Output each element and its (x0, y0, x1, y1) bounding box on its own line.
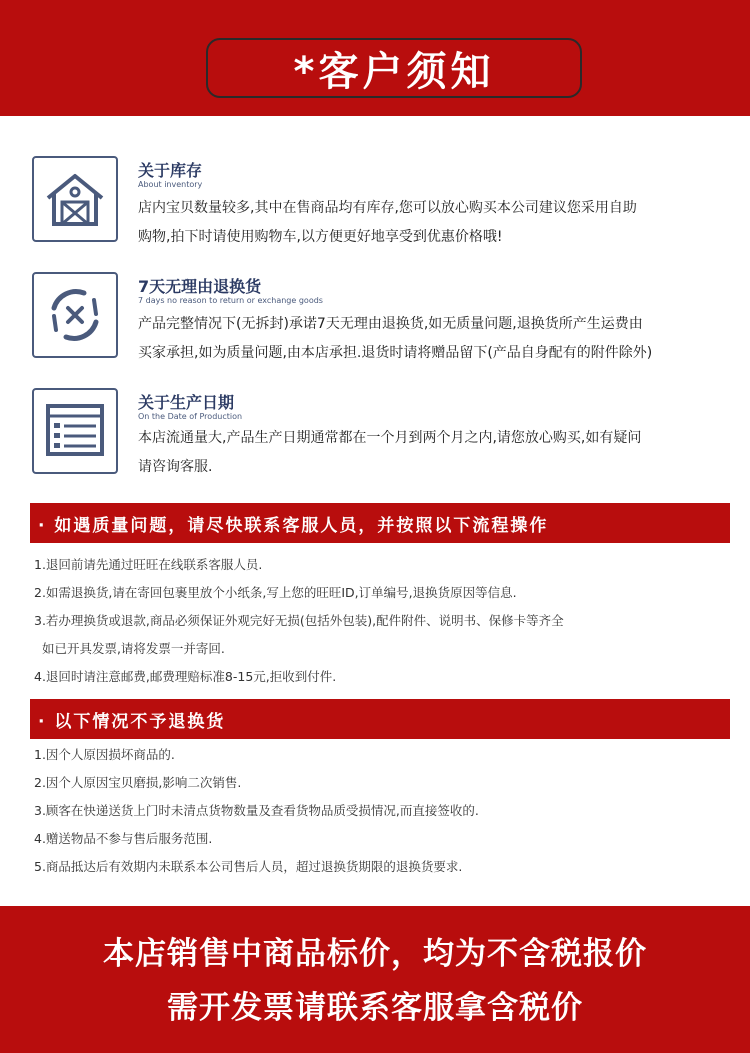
quality-heading: · 如遇质量问题，请尽快联系客服人员，并按照以下流程操作 (30, 503, 730, 543)
item-body-line: 产品完整情况下(无拆封)承诺7天无理由退换货,如无质量问题,退换货所产生运费由 (138, 316, 643, 332)
item-body-line: 购物,拍下时请使用购物车,以方便更好地享受到优惠价格哦! (138, 229, 503, 245)
item-body-line: 店内宝贝数量较多,其中在售商品均有库存,您可以放心购买本公司建议您采用自助 (138, 200, 637, 216)
footer-line-1: 本店销售中商品标价，均为不含税报价 (103, 936, 647, 972)
warehouse-icon (32, 156, 118, 242)
list-item: 2.如需退换货,请在寄回包裹里放个小纸条,写上您的旺旺ID,订单编号,退换货原因等信息. (34, 585, 517, 600)
item-body-line: 本店流通量大,产品生产日期通常都在一个月到两个月之内,请您放心购买,如有疑问 (138, 430, 642, 446)
item-body-line: 买家承担,如为质量问题,由本店承担.退货时请将赠品留下(产品自身配有的附件除外) (138, 345, 653, 361)
list-item: 1.退回前请先通过旺旺在线联系客服人员. (34, 557, 263, 572)
item-title: 7天无理由退换货 (138, 277, 262, 296)
item-subtitle: About inventory (138, 180, 203, 189)
list-item: 1.因个人原因损坏商品的. (34, 747, 175, 762)
return-cycle-icon (32, 272, 118, 358)
header-band (0, 0, 750, 116)
item-body (138, 310, 723, 368)
page-title: *客户须知 (293, 48, 495, 95)
item-subtitle: 7 days no reason to return or exchange goods (138, 296, 323, 305)
list-item: 4.赠送物品不参与售后服务范围. (34, 831, 213, 846)
list-item: 2.因个人原因宝贝磨损,影响二次销售. (34, 775, 242, 790)
document-list-icon (32, 388, 118, 474)
list-item: 如已开具发票,请将发票一并寄回. (34, 641, 225, 656)
page-title-box (206, 38, 582, 98)
quality-steps (34, 551, 734, 691)
item-body (138, 424, 723, 482)
no-return-items (34, 741, 734, 881)
list-item: 3.顾客在快递送货上门时未清点货物数量及查看货物品质受损情况,而直接签收的. (34, 803, 479, 818)
item-body (138, 194, 723, 252)
list-item: 4.退回时请注意邮费,邮费理赔标准8-15元,拒收到付件. (34, 669, 337, 684)
list-item: 3.若办理换货或退款,商品必须保证外观完好无损(包括外包装),配件附件、说明书、保修卡等齐全 (34, 613, 564, 628)
item-title: 关于生产日期 (138, 393, 235, 412)
footer-line-2: 需开发票请联系客服拿含税价 (167, 990, 583, 1026)
footer-band (0, 906, 750, 1053)
no-return-heading: · 以下情况不予退换货 (30, 699, 730, 739)
item-title: 关于库存 (138, 161, 203, 180)
item-body-line: 请咨询客服. (138, 459, 213, 475)
list-item: 5.商品抵达后有效期内未联系本公司售后人员，超过退换货期限的退换货要求. (34, 859, 463, 874)
item-subtitle: On the Date of Production (138, 412, 243, 421)
